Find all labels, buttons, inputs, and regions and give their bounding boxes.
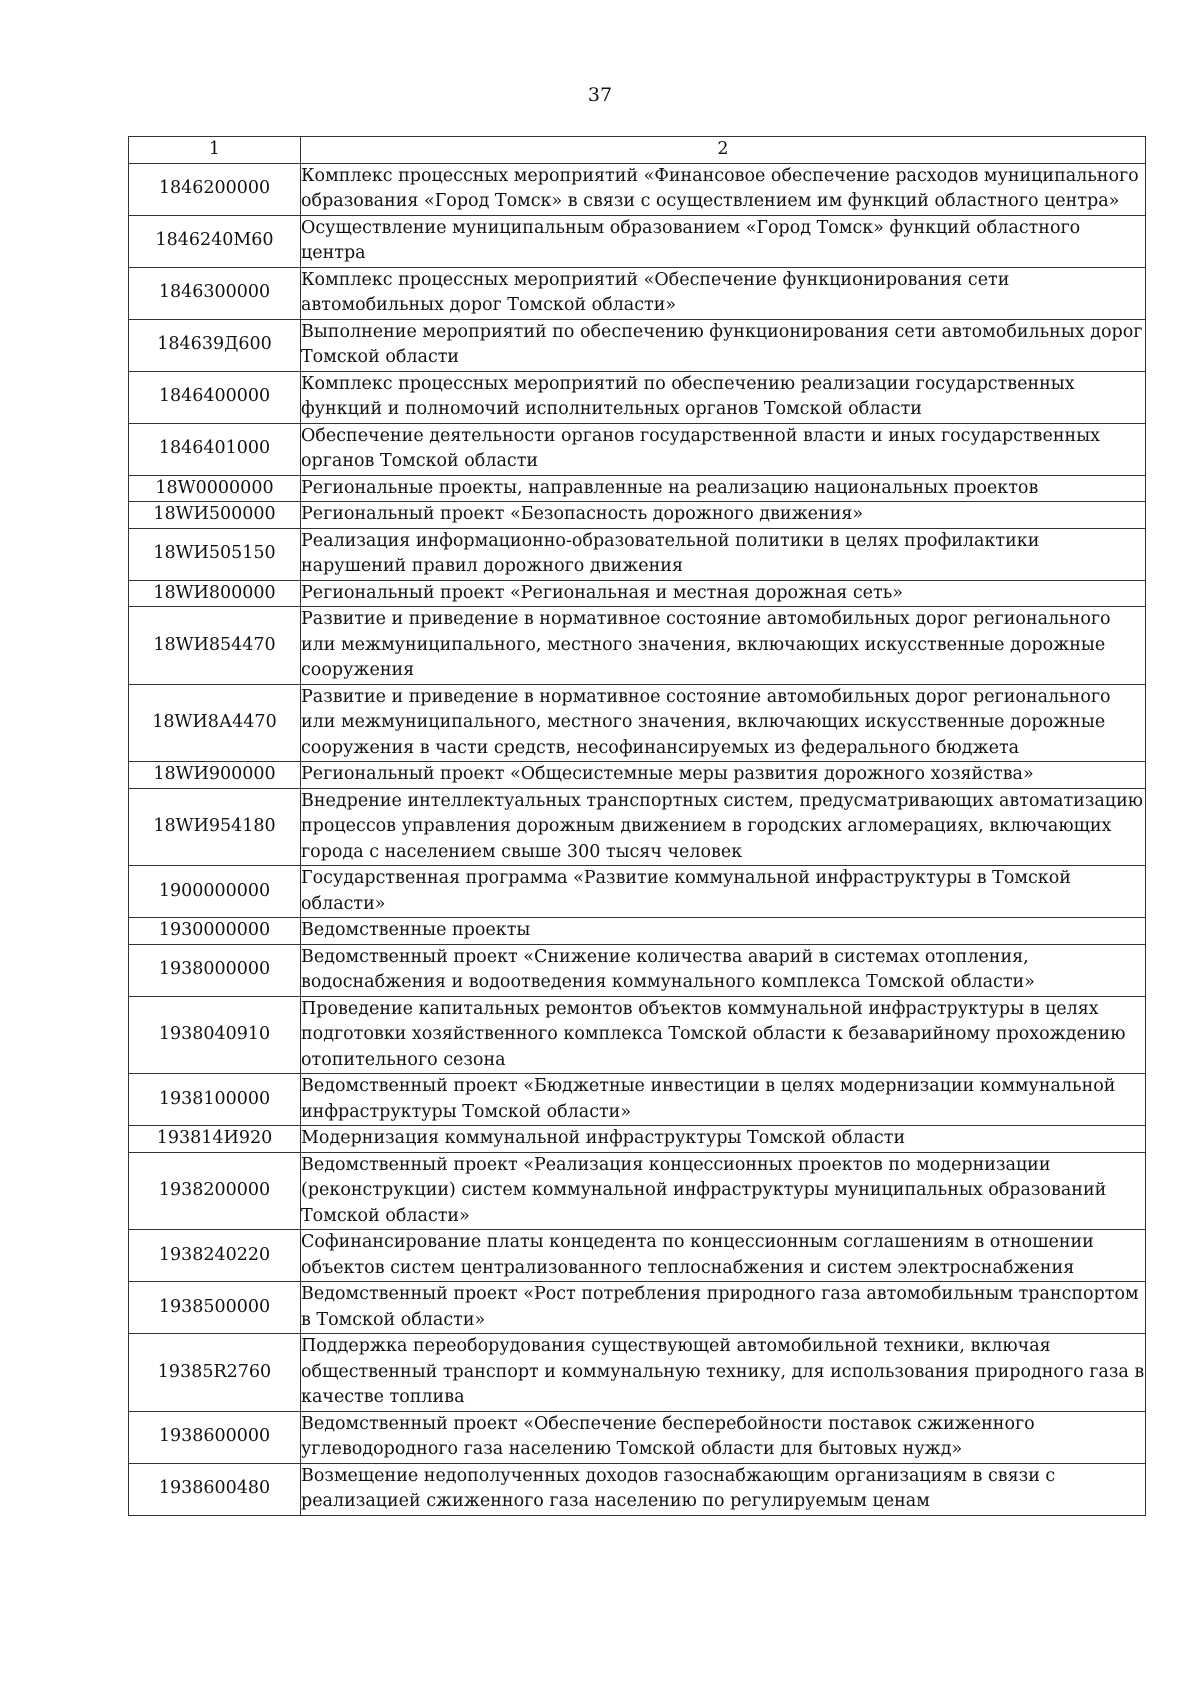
- page-number: 37: [587, 84, 613, 106]
- item-description: Комплекс процессных мероприятий по обеспечению реализации государственных функций и полномочий исполнительных органов Томской области: [301, 371, 1146, 423]
- classification-code: 18WИ854470: [129, 607, 301, 685]
- classification-code: 18WИ505150: [129, 528, 301, 580]
- table-row: [129, 163, 1146, 215]
- table-row: [129, 762, 1146, 789]
- classification-code: 1846240М60: [129, 215, 301, 267]
- table-row: [129, 866, 1146, 918]
- table-row: [129, 475, 1146, 502]
- table-row: [129, 215, 1146, 267]
- classification-code: 1938600000: [129, 1411, 301, 1463]
- classification-code: 18WИ500000: [129, 502, 301, 529]
- table-row: [129, 1126, 1146, 1153]
- table-row: [129, 1463, 1146, 1515]
- classification-code: 1938200000: [129, 1152, 301, 1230]
- table-row: [129, 1334, 1146, 1412]
- table-row: [129, 918, 1146, 945]
- classification-code: 1846300000: [129, 267, 301, 319]
- classification-code: 1938000000: [129, 944, 301, 996]
- item-description: Софинансирование платы концедента по концессионным соглашениям в отношении объектов систем централизованного теплоснабжения и систем электроснабжения: [301, 1230, 1146, 1282]
- classification-code: 1938240220: [129, 1230, 301, 1282]
- classification-code: 19385R2760: [129, 1334, 301, 1412]
- table-row: [129, 1411, 1146, 1463]
- item-description: Развитие и приведение в нормативное состояние автомобильных дорог регионального или межмуниципального, местного значения, включающих искусственные дорожные сооружения в части средств, несофинансируемых из федерального бюджета: [301, 684, 1146, 762]
- table-row: [129, 502, 1146, 529]
- table-row: [129, 788, 1146, 866]
- table-row: [129, 944, 1146, 996]
- item-description: Реализация информационно-образовательной политики в целях профилактики нарушений правил дорожного движения: [301, 528, 1146, 580]
- item-description: Осуществление муниципальным образованием «Город Томск» функций областного центра: [301, 215, 1146, 267]
- item-description: Региональный проект «Региональная и местная дорожная сеть»: [301, 580, 1146, 607]
- item-description: Региональные проекты, направленные на реализацию национальных проектов: [301, 475, 1146, 502]
- table-header-row: [129, 137, 1146, 164]
- classification-code: 1938600480: [129, 1463, 301, 1515]
- column-header-1: 1: [129, 137, 301, 164]
- table-row: [129, 423, 1146, 475]
- classification-code: 1938040910: [129, 996, 301, 1074]
- classification-code: 1930000000: [129, 918, 301, 945]
- table-row: [129, 580, 1146, 607]
- table-row: [129, 684, 1146, 762]
- classification-code: 193814И920: [129, 1126, 301, 1153]
- classification-code: 18WИ8А4470: [129, 684, 301, 762]
- classification-code: 184639Д600: [129, 319, 301, 371]
- classification-code: 1900000000: [129, 866, 301, 918]
- table-row: [129, 319, 1146, 371]
- table-row: [129, 1152, 1146, 1230]
- table-row: [129, 267, 1146, 319]
- item-description: Ведомственный проект «Снижение количества аварий в системах отопления, водоснабжения и водоотведения коммунального комплекса Томской области»: [301, 944, 1146, 996]
- table-row: [129, 371, 1146, 423]
- item-description: Комплекс процессных мероприятий «Финансовое обеспечение расходов муниципального образования «Город Томск» в связи с осуществлением им функций областного центра»: [301, 163, 1146, 215]
- item-description: Обеспечение деятельности органов государственной власти и иных государственных органов Томской области: [301, 423, 1146, 475]
- item-description: Выполнение мероприятий по обеспечению функционирования сети автомобильных дорог Томской области: [301, 319, 1146, 371]
- item-description: Поддержка переоборудования существующей автомобильной техники, включая общественный транспорт и коммунальную технику, для использования природного газа в качестве топлива: [301, 1334, 1146, 1412]
- table-row: [129, 1230, 1146, 1282]
- item-description: Ведомственные проекты: [301, 918, 1146, 945]
- item-description: Комплекс процессных мероприятий «Обеспечение функционирования сети автомобильных дорог Томской области»: [301, 267, 1146, 319]
- classification-code: 1846400000: [129, 371, 301, 423]
- item-description: Возмещение недополученных доходов газоснабжающим организациям в связи с реализацией сжиженного газа населению по регулируемым ценам: [301, 1463, 1146, 1515]
- table-row: [129, 528, 1146, 580]
- item-description: Ведомственный проект «Бюджетные инвестиции в целях модернизации коммунальной инфраструктуры Томской области»: [301, 1074, 1146, 1126]
- table-row: [129, 1074, 1146, 1126]
- item-description: Ведомственный проект «Рост потребления природного газа автомобильным транспортом в Томской области»: [301, 1282, 1146, 1334]
- table-row: [129, 607, 1146, 685]
- item-description: Региональный проект «Безопасность дорожного движения»: [301, 502, 1146, 529]
- item-description: Развитие и приведение в нормативное состояние автомобильных дорог регионального или межмуниципального, местного значения, включающих искусственные дорожные сооружения: [301, 607, 1146, 685]
- item-description: Государственная программа «Развитие коммунальной инфраструктуры в Томской области»: [301, 866, 1146, 918]
- classification-code: 18WИ900000: [129, 762, 301, 789]
- item-description: Ведомственный проект «Реализация концессионных проектов по модернизации (реконструкции) систем коммунальной инфраструктуры муниципальных образований Томской области»: [301, 1152, 1146, 1230]
- classification-code: 18W0000000: [129, 475, 301, 502]
- classification-code: 1846200000: [129, 163, 301, 215]
- classification-code: 1938100000: [129, 1074, 301, 1126]
- budget-code-table: [128, 136, 1146, 1516]
- column-header-2: 2: [301, 137, 1146, 164]
- item-description: Региональный проект «Общесистемные меры развития дорожного хозяйства»: [301, 762, 1146, 789]
- classification-code: 18WИ954180: [129, 788, 301, 866]
- table-row: [129, 996, 1146, 1074]
- item-description: Внедрение интеллектуальных транспортных систем, предусматривающих автоматизацию процессов управления дорожным движением в городских агломерациях, включающих города с населением свыше 300 тысяч человек: [301, 788, 1146, 866]
- table-body: [129, 163, 1146, 1515]
- classification-code: 18WИ800000: [129, 580, 301, 607]
- item-description: Модернизация коммунальной инфраструктуры Томской области: [301, 1126, 1146, 1153]
- item-description: Ведомственный проект «Обеспечение бесперебойности поставок сжиженного углеводородного газа населению Томской области для бытовых нужд»: [301, 1411, 1146, 1463]
- item-description: Проведение капитальных ремонтов объектов коммунальной инфраструктуры в целях подготовки хозяйственного комплекса Томской области к безаварийному прохождению отопительного сезона: [301, 996, 1146, 1074]
- classification-code: 1938500000: [129, 1282, 301, 1334]
- table-row: [129, 1282, 1146, 1334]
- classification-code: 1846401000: [129, 423, 301, 475]
